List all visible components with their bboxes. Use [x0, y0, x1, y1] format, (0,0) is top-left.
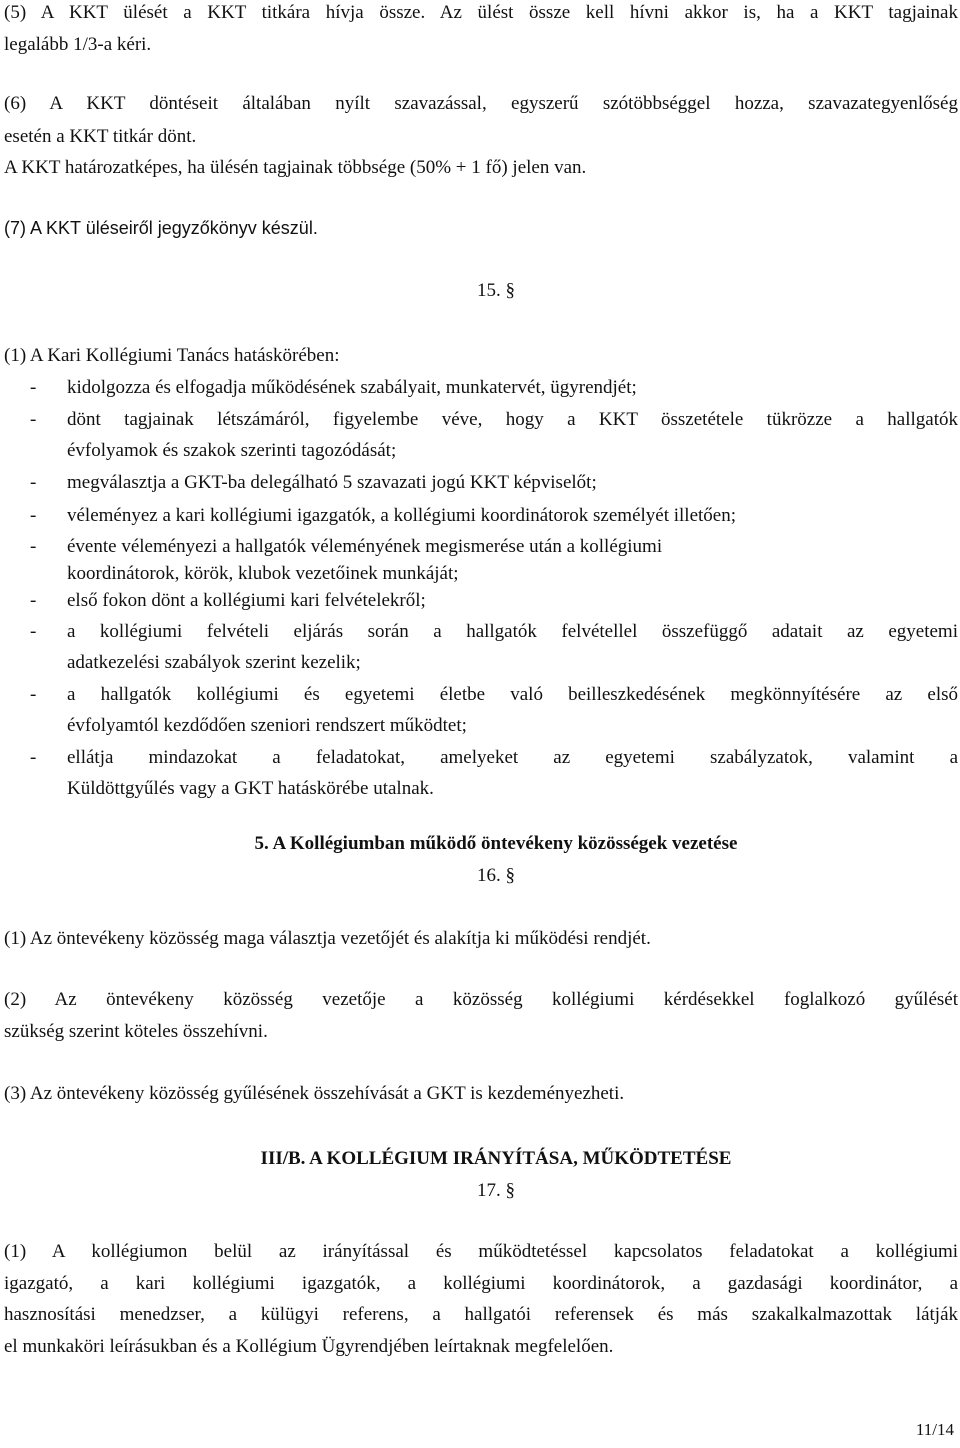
section-16-paragraph-2-line-1: (2) Az öntevékeny közösség vezetője a közösség kollégiumi kérdésekkel foglalkozó gyűlését	[4, 989, 958, 1010]
section-16-paragraph-2-line-2: szükség szerint köteles összehívni.	[4, 1021, 268, 1042]
paragraph-5-line-1: (5) A KKT ülését a KKT titkára hívja össze. Az ülést össze kell hívni akkor is, ha a KKT tagjainak	[4, 2, 958, 23]
list-item-continuation: adatkezelési szabályok szerint kezelik;	[67, 652, 361, 673]
list-bullet: -	[30, 684, 37, 705]
paragraph-6-line-1: (6) A KKT döntéseit általában nyílt szavazással, egyszerű szótöbbséggel hozza, szavazategyenlőség	[4, 93, 958, 114]
list-bullet: -	[30, 747, 37, 768]
paragraph-6-line-3: A KKT határozatképes, ha ülésén tagjainak többsége (50% + 1 fő) jelen van.	[4, 157, 587, 178]
list-item: megválasztja a GKT-ba delegálható 5 szavazati jogú KKT képviselőt;	[67, 472, 597, 493]
section-17-line-2: igazgató, a kari kollégiumi igazgatók, a kollégiumi koordinátorok, a gazdasági koordinátor, a	[4, 1273, 958, 1294]
list-bullet: -	[30, 472, 37, 493]
list-bullet: -	[30, 409, 37, 430]
chapter-5-title: 5. A Kollégiumban működő öntevékeny közösségek vezetése	[254, 833, 738, 854]
list-bullet: -	[30, 590, 37, 611]
list-item: a kollégiumi felvételi eljárás során a hallgatók felvétellel összefüggő adatait az egyetemi	[67, 621, 958, 642]
list-item: első fokon dönt a kollégiumi kari felvételekről;	[67, 590, 426, 611]
section-16-heading: 16. §	[477, 865, 515, 886]
list-item: kidolgozza és elfogadja működésének szabályait, munkatervét, ügyrendjét;	[67, 377, 637, 398]
list-item: dönt tagjainak létszámáról, figyelembe véve, hogy a KKT összetétele tükrözze a hallgatók	[67, 409, 958, 430]
section-15-heading: 15. §	[477, 280, 515, 301]
list-item: véleményez a kari kollégiumi igazgatók, a kollégiumi koordinátorok személyét illetően;	[67, 505, 737, 526]
list-item-continuation: évfolyamtól kezdődően szeniori rendszert működtet;	[67, 715, 467, 736]
part-3b-title: III/B. A KOLLÉGIUM IRÁNYÍTÁSA, MŰKÖDTETÉSE	[260, 1148, 732, 1169]
paragraph-7: (7) A KKT üléseiről jegyzőkönyv készül.	[4, 218, 318, 238]
section-17-line-1: (1) A kollégiumon belül az irányítással és működtetéssel kapcsolatos feladatokat a kollégiumi	[4, 1241, 958, 1262]
list-item-continuation: évfolyamok és szakok szerinti tagozódását;	[67, 440, 397, 461]
list-bullet: -	[30, 505, 37, 526]
section-17-line-4: el munkaköri leírásukban és a Kollégium Ügyrendjében leírtaknak megfelelően.	[4, 1336, 614, 1357]
section-15-intro: (1) A Kari Kollégiumi Tanács hatáskörében:	[4, 345, 340, 366]
list-bullet: -	[30, 377, 37, 398]
page-number: 11/14	[915, 1420, 954, 1439]
list-item: a hallgatók kollégiumi és egyetemi életbe való beilleszkedésének megkönnyítésére az első	[67, 684, 958, 705]
paragraph-6-line-2: esetén a KKT titkár dönt.	[4, 126, 197, 147]
list-item-continuation: Küldöttgyűlés vagy a GKT hatáskörébe utalnak.	[67, 778, 434, 799]
section-16-paragraph-1: (1) Az öntevékeny közösség maga választja vezetőjét és alakítja ki működési rendjét.	[4, 928, 651, 949]
list-item: ellátja mindazokat a feladatokat, amelyeket az egyetemi szabályzatok, valamint a	[67, 747, 958, 768]
list-bullet: -	[30, 621, 37, 642]
section-16-paragraph-3: (3) Az öntevékeny közösség gyűlésének összehívását a GKT is kezdeményezheti.	[4, 1083, 625, 1104]
section-17-heading: 17. §	[477, 1180, 515, 1201]
section-17-line-3: hasznosítási menedzser, a külügyi referens, a hallgatói referensek és más szakalkalmazottak látják	[4, 1304, 958, 1325]
paragraph-5-line-2: legalább 1/3-a kéri.	[4, 34, 152, 55]
list-item-continuation: koordinátorok, körök, klubok vezetőinek munkáját;	[67, 563, 459, 584]
list-item: évente véleményezi a hallgatók véleményének megismerése után a kollégiumi	[67, 536, 663, 557]
list-bullet: -	[30, 536, 37, 557]
